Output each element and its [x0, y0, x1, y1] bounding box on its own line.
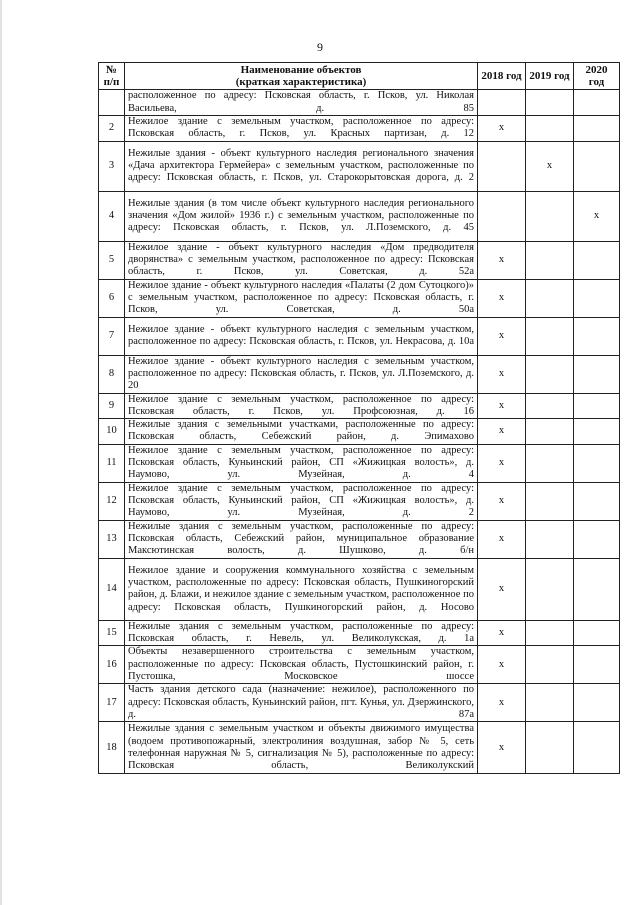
- row-mark-2019: [526, 355, 574, 393]
- table-row: [99, 116, 620, 142]
- row-mark-2019: [526, 684, 574, 722]
- page-number: 9: [317, 40, 323, 54]
- row-description: Нежилые здания с земельным участком, расположенные по адресу: Псковская область, Себежский район, муниципальное образование Максютинская волость, д. Шушково, д. б/н: [125, 520, 478, 558]
- row-description: Нежилое здание - объект культурного наследия с земельным участком, расположенное по адресу: Псковская область, г. Псков, ул. Некрасова, д. 10а: [125, 317, 478, 355]
- row-mark-2020: х: [574, 191, 620, 241]
- row-mark-2019: х: [526, 141, 574, 191]
- row-number: 8: [99, 355, 125, 393]
- row-number: 17: [99, 684, 125, 722]
- header-year-2020: 2020 год: [574, 63, 620, 90]
- table-row: [99, 90, 620, 116]
- header-number: № п/п: [99, 63, 125, 90]
- row-description: Нежилое здание с земельным участком, расположенное по адресу: Псковская область, г. Псков, ул. Профсоюзная, д. 16: [125, 393, 478, 419]
- row-mark-2018: х: [478, 482, 526, 520]
- row-number: 11: [99, 444, 125, 482]
- row-number: 9: [99, 393, 125, 419]
- row-number: 13: [99, 520, 125, 558]
- row-number: 10: [99, 419, 125, 445]
- row-description: Часть здания детского сада (назначение: нежилое), расположенного по адресу: Псковская область, Куньинский район, пгт. Кунья, ул. Дзержинского, д. 87а: [125, 684, 478, 722]
- table-row: [99, 722, 620, 774]
- row-mark-2020: [574, 684, 620, 722]
- row-number: 3: [99, 141, 125, 191]
- row-mark-2019: [526, 444, 574, 482]
- table-row: [99, 558, 620, 620]
- header-name-line1: Наименование объектов: [240, 63, 362, 76]
- row-mark-2018: х: [478, 419, 526, 445]
- row-description: Нежилое здание и сооружения коммунального хозяйства с земельным участком, расположенные по адресу: Псковская область, Пушкиногорский район, д. Блажи, и нежилое здание с земельным участком, расположенное по адресу: Псковская область, Пушкиногорский район, д. Носово: [125, 558, 478, 620]
- row-mark-2020: [574, 620, 620, 646]
- row-mark-2019: [526, 317, 574, 355]
- row-mark-2019: [526, 482, 574, 520]
- row-mark-2020: [574, 482, 620, 520]
- row-description: Нежилые здания с земельным участком, расположенные по адресу: Псковская область, г. Невель, ул. Великолукская, д. 1а: [125, 620, 478, 646]
- row-mark-2018: х: [478, 620, 526, 646]
- row-number: 18: [99, 722, 125, 774]
- row-number: 5: [99, 241, 125, 279]
- table-row: [99, 620, 620, 646]
- table-row: [99, 684, 620, 722]
- table-row: [99, 191, 620, 241]
- row-mark-2018: х: [478, 317, 526, 355]
- row-mark-2020: [574, 141, 620, 191]
- table-row: [99, 482, 620, 520]
- row-mark-2020: [574, 116, 620, 142]
- row-mark-2020: [574, 90, 620, 116]
- table-header-row: [99, 63, 620, 90]
- row-number: [99, 90, 125, 116]
- row-mark-2020: [574, 646, 620, 684]
- row-mark-2019: [526, 520, 574, 558]
- row-mark-2018: [478, 90, 526, 116]
- table-row: [99, 279, 620, 317]
- table-row: [99, 393, 620, 419]
- row-number: 16: [99, 646, 125, 684]
- table-row: [99, 241, 620, 279]
- row-mark-2020: [574, 317, 620, 355]
- row-mark-2019: [526, 722, 574, 774]
- row-description: Нежилые здания с земельным участком и объекты движимого имущества (водоем противопожарный, электролиния воздушная, забор № 5, сеть телефонная наружная № 5, сигнализация № 5), расположенные по адресу: Псковская область, Великолукский: [125, 722, 478, 774]
- header-name-line2: (краткая характеристика): [235, 76, 367, 88]
- row-number: 14: [99, 558, 125, 620]
- row-mark-2018: х: [478, 722, 526, 774]
- row-mark-2018: х: [478, 241, 526, 279]
- row-description: Объекты незавершенного строительства с земельным участком, расположенные по адресу: Псковская область, Пустошкинский район, г. Пустошка, Московское шоссе: [125, 646, 478, 684]
- row-number: 4: [99, 191, 125, 241]
- row-mark-2019: [526, 241, 574, 279]
- row-description: расположенное по адресу: Псковская область, г. Псков, ул. Николая Васильева, д. 85: [125, 90, 478, 116]
- row-mark-2018: х: [478, 393, 526, 419]
- table-row: [99, 419, 620, 445]
- row-mark-2019: [526, 419, 574, 445]
- row-mark-2018: х: [478, 116, 526, 142]
- header-year-2019: 2019 год: [526, 63, 574, 90]
- table-row: [99, 141, 620, 191]
- table-body: [99, 90, 620, 774]
- row-mark-2019: [526, 393, 574, 419]
- row-description: Нежилое здание - объект культурного наследия «Дом предводителя дворянства» с земельным участком, расположенное по адресу: Псковская область, г. Псков, ул. Советская, д. 52а: [125, 241, 478, 279]
- row-mark-2018: х: [478, 646, 526, 684]
- row-number: 12: [99, 482, 125, 520]
- row-mark-2019: [526, 116, 574, 142]
- scan-edge: [0, 0, 2, 905]
- row-mark-2018: [478, 141, 526, 191]
- row-mark-2020: [574, 355, 620, 393]
- row-description: Нежилые здания (в том числе объект культурного наследия регионального значения «Дом жилой» 1936 г.) с земельным участком, расположенные по адресу: Псковская область, г. Псков, ул. Л.Поземского, д. 45: [125, 191, 478, 241]
- header-objects-name: [125, 63, 478, 90]
- row-mark-2020: [574, 393, 620, 419]
- row-mark-2019: [526, 646, 574, 684]
- row-mark-2020: [574, 241, 620, 279]
- row-mark-2018: х: [478, 520, 526, 558]
- row-number: 6: [99, 279, 125, 317]
- row-number: 2: [99, 116, 125, 142]
- row-description: Нежилое здание с земельным участком, расположенное по адресу: Псковская область, Куньинский район, СП «Жижицкая волость», д. Наумово, ул. Музейная, д. 4: [125, 444, 478, 482]
- row-mark-2020: [574, 444, 620, 482]
- table-row: [99, 355, 620, 393]
- row-mark-2018: х: [478, 279, 526, 317]
- row-description: Нежилое здание с земельным участком, расположенное по адресу: Псковская область, г. Псков, ул. Красных партизан, д. 12: [125, 116, 478, 142]
- header-year-2018: 2018 год: [478, 63, 526, 90]
- row-mark-2018: х: [478, 444, 526, 482]
- row-number: 15: [99, 620, 125, 646]
- row-mark-2020: [574, 558, 620, 620]
- row-mark-2018: х: [478, 355, 526, 393]
- row-description: Нежилое здание - объект культурного наследия «Палаты (2 дом Сутоцкого)» с земельным участком, расположенное по адресу: Псковская область, г. Псков, ул. Советская, д. 50а: [125, 279, 478, 317]
- table-row: [99, 444, 620, 482]
- row-mark-2018: х: [478, 684, 526, 722]
- row-description: Нежилые здания с земельными участками, расположенные по адресу: Псковская область, Себежский район, д. Эпимахово: [125, 419, 478, 445]
- objects-table: [98, 62, 620, 774]
- row-mark-2020: [574, 279, 620, 317]
- row-mark-2019: [526, 279, 574, 317]
- row-description: Нежилое здание - объект культурного наследия с земельным участком, расположенное по адресу: Псковская область, г. Псков, ул. Л.Поземского, д. 20: [125, 355, 478, 393]
- row-mark-2019: [526, 191, 574, 241]
- row-number: 7: [99, 317, 125, 355]
- row-mark-2020: [574, 520, 620, 558]
- row-mark-2018: х: [478, 558, 526, 620]
- row-mark-2019: [526, 620, 574, 646]
- table-row: [99, 317, 620, 355]
- row-description: Нежилые здания - объект культурного наследия регионального значения «Дача архитектора Гермейера» с земельным участком, расположенные по адресу: Псковская область, г. Псков, ул. Старокорытовская дорога, д. 2: [125, 141, 478, 191]
- row-mark-2020: [574, 419, 620, 445]
- table-row: [99, 646, 620, 684]
- row-description: Нежилое здание с земельным участком, расположенное по адресу: Псковская область, Куньинский район, СП «Жижицкая волость», д. Наумово, ул. Музейная, д. 2: [125, 482, 478, 520]
- row-mark-2019: [526, 558, 574, 620]
- row-mark-2020: [574, 722, 620, 774]
- table-row: [99, 520, 620, 558]
- row-mark-2018: [478, 191, 526, 241]
- row-mark-2019: [526, 90, 574, 116]
